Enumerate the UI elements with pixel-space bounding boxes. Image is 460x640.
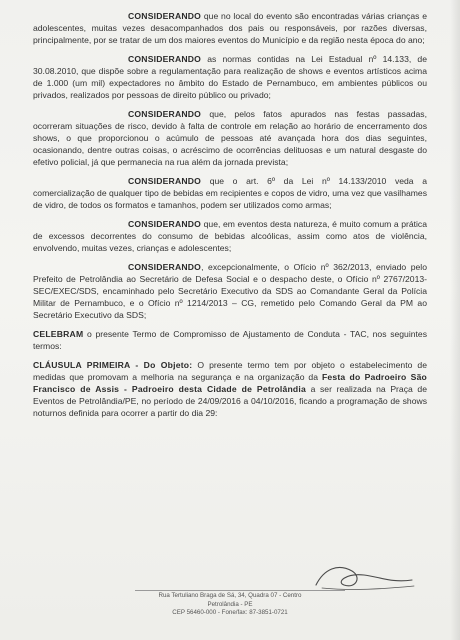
considerando-paragraph-5 xyxy=(33,218,427,254)
considerando-lead: CONSIDERANDO xyxy=(128,176,202,186)
paragraph-text: o presente Termo de Compromisso de Ajustamento de Conduta - TAC, nos seguintes termos: xyxy=(33,329,427,351)
considerando-paragraph-1 xyxy=(33,10,427,46)
celebram-paragraph xyxy=(33,328,427,352)
document-body xyxy=(33,10,427,426)
paragraph-text: O presente termo tem por objeto o estabelecimento de medidas que promovam a melhoria na segurança e na organização da xyxy=(33,360,427,382)
considerando-paragraph-4 xyxy=(33,175,427,211)
considerando-paragraph-3 xyxy=(33,108,427,168)
considerando-lead: CONSIDERANDO xyxy=(128,54,202,64)
footer-address: Rua Tertuliano Braga de Sá, 34, Quadra 07 - Centro xyxy=(158,592,302,599)
paragraph-text: , excepcionalmente, o Ofício nº 362/2013, enviado pelo Prefeito de Petrolândia ao Secretário de Defesa Social e o despacho deste, o Ofício nº 2767/2013-SEC/EXEC/SDS, encaminhado pelo Secretário Executivo da SDS ao Comandante Geral da Polícia Militar de Pernambuco, e o Ofício nº 1214/2013 – CG, remetido pelo Comando Geral da PM ao Secretário Executivo da SDS; xyxy=(33,262,427,320)
clausula-primeira-paragraph xyxy=(33,359,427,419)
signature-mark xyxy=(312,555,417,595)
clausula-lead: CLÁUSULA PRIMEIRA - Do Objeto: xyxy=(33,360,193,370)
paragraph-text: as normas contidas na Lei Estadual nº 14.133, de 30.08.2010, que dispõe sobre a regulamentação para realização de shows e eventos artísticos acima de 1.000 (um mil) expectadores no âmbito do Estado de Pernambuco, em ambientes públicos ou privados, realizados por pessoas de direito público ou privado; xyxy=(33,54,427,100)
considerando-lead: CONSIDERANDO xyxy=(128,11,202,21)
festa-name: Festa do Padroeiro São Francisco de Assis - Padroeiro desta Cidade de Petrolândia xyxy=(33,372,427,394)
considerando-lead: CONSIDERANDO xyxy=(128,219,202,229)
page-shadow xyxy=(450,0,460,640)
considerando-paragraph-6 xyxy=(33,261,427,321)
considerando-lead: CONSIDERANDO xyxy=(128,109,202,119)
footer-contact: CEP 56460-000 - Fone/fax: 87-3851-0721 xyxy=(172,609,288,617)
paragraph-text: a ser realizada na Praça de Eventos de Petrolândia/PE, no período de 24/09/2016 a 04/10/2016, ficando a programação de shows noturnos definida para ocorrer a partir do dia 29: xyxy=(33,384,427,418)
paragraph-text: que, pelos fatos apurados nas festas passadas, ocorreram situações de risco, devido à falta de controle em relação ao horário de encerramento dos shows, o que proporcionou o acúmulo de pessoas até avançada hora dos dias seguintes, ocasionando, dentre outras coisas, o acréscimo de ocorrências delituosas e um natural desgaste do efetivo policial, já que permanecia na rua além da jornada prevista; xyxy=(33,109,427,167)
considerando-lead: CONSIDERANDO xyxy=(128,262,202,272)
paragraph-text: que, em eventos desta natureza, é muito comum a prática de excessos decorrentes do consumo de bebidas alcoólicas, assim como atos de violência, envolvendo, muitas vezes, crianças e adolescentes; xyxy=(33,219,427,253)
footer xyxy=(0,592,460,618)
paragraph-text: que o art. 6º da Lei nº 14.133/2010 veda a comercialização de qualquer tipo de bebidas em recipientes e copos de vidro, uma vez que vasilhames de vidro, de todos os formatos e tamanhos, podem ser utilizados como armas; xyxy=(33,176,427,210)
footer-city: Petrolândia - PE xyxy=(207,600,253,608)
considerando-paragraph-2 xyxy=(33,53,427,101)
paragraph-text: que no local do evento são encontradas várias crianças e adolescentes, muitas vezes desacompanhados dos pais ou responsáveis, por razões diversas, principalmente, por se tratar de um dos maiores eventos do Município e da região nesta época do ano; xyxy=(33,11,427,45)
footer-divider xyxy=(135,590,345,591)
celebram-lead: CELEBRAM xyxy=(33,329,84,339)
